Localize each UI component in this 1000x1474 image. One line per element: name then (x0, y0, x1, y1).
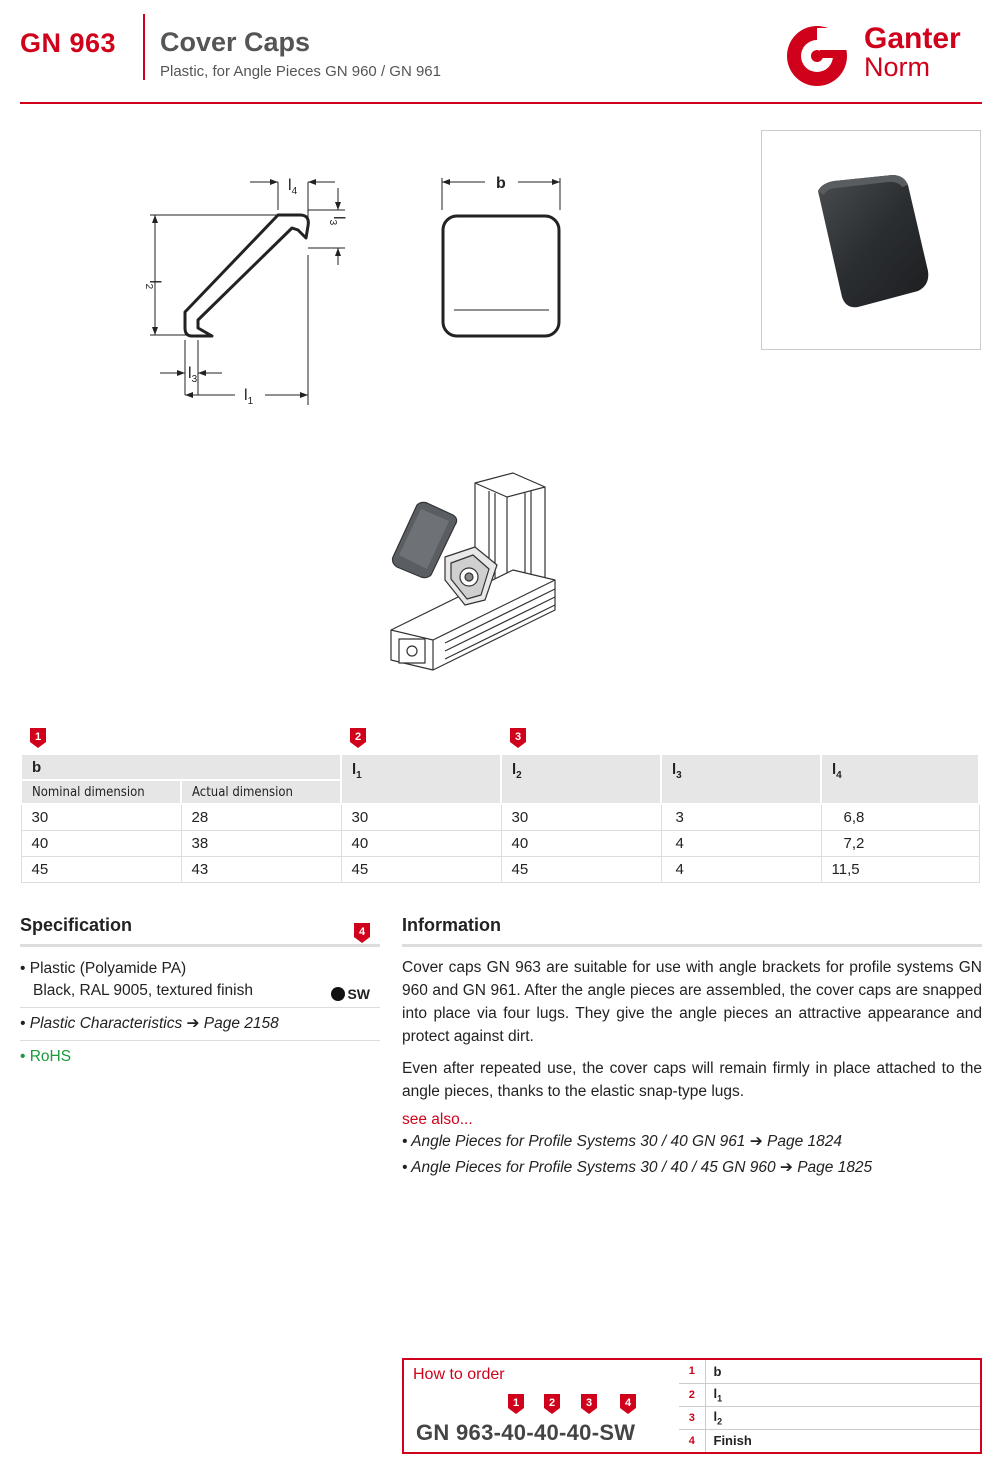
order-legend-row: 1 b (679, 1360, 980, 1383)
subheader-nominal: Nominal dimension (21, 780, 181, 804)
see-also-label: see also... (402, 1111, 473, 1128)
black-finish-icon (331, 987, 345, 1001)
badge-2 (350, 728, 366, 748)
header-l3: $l_3$ (661, 754, 821, 804)
info-paragraph-1: Cover caps GN 963 are suitable for use with angle brackets for profile systems GN 960 and GN 961. After the angle pieces are assembled, the cover caps are snapped into place via four lugs. They give the angle pieces an attractive appearance and protect against dirt. (402, 959, 982, 1045)
order-legend-table (679, 1360, 980, 1452)
badge-4 (354, 923, 370, 943)
svg-text:2: 2 (548, 1397, 556, 1409)
top-view-drawing (430, 170, 580, 350)
info-paragraph-2: Even after repeated use, the cover caps will remain firmly in place attached to the angle pieces, thanks to the elastic snap-type lugs. (402, 1060, 982, 1100)
see-also-link-gn960[interactable]: • Angle Pieces for Profile Systems 30 / 40 / 45 GN 960 ➔ Page 1825 (402, 1159, 873, 1176)
svg-text:4: 4 (358, 926, 366, 938)
header-l2: $l_2$ (501, 754, 661, 804)
svg-text:1: 1 (512, 1397, 520, 1409)
order-legend-row: 2 $l_1$ (679, 1383, 980, 1406)
order-badge-1 (508, 1394, 524, 1414)
ganter-norm-logo (782, 20, 982, 90)
spec-characteristics-link[interactable]: • Plastic Characteristics ➔ Page 2158 (20, 1008, 380, 1041)
header-b: b (21, 754, 341, 780)
order-legend-row: 3 $l_2$ (679, 1406, 980, 1429)
table-row: 40 38 40 40 4 7,2 (21, 830, 979, 856)
label-l4: $l_4$ (288, 177, 298, 197)
subheader-actual: Actual dimension (181, 780, 341, 804)
svg-text:3: 3 (514, 731, 522, 743)
product-code: GN 963 (20, 28, 117, 58)
label-l1: $l_1$ (244, 387, 254, 407)
spec-rohs: • RoHS (20, 1048, 72, 1065)
logo-text-norm: Norm (864, 52, 930, 82)
dimension-table (20, 753, 980, 883)
badge-1 (30, 728, 46, 748)
order-badge-4 (620, 1394, 636, 1414)
order-badge-2 (544, 1394, 560, 1414)
logo-g-icon (782, 20, 854, 90)
svg-text:4: 4 (624, 1397, 632, 1409)
side-profile-drawing (130, 160, 370, 410)
label-l3-right: $l_3$ (327, 216, 347, 226)
table-row: 30 28 30 30 3 6,8 (21, 804, 979, 830)
information-title: Information (402, 915, 982, 947)
table-row: 45 43 45 45 4 11,5 (21, 856, 979, 882)
svg-text:3: 3 (585, 1397, 593, 1409)
specification-section (20, 915, 380, 1073)
order-legend-row: 4 Finish (679, 1429, 980, 1452)
page-title: Cover Caps (160, 27, 311, 57)
order-code: GN 963-40-40-40-SW (416, 1420, 636, 1445)
specification-title: Specification (20, 915, 380, 947)
order-title: How to order (413, 1366, 505, 1383)
label-l3-bottom: $l_3$ (188, 365, 198, 385)
page-subtitle: Plastic, for Angle Pieces GN 960 / GN 961 (160, 63, 441, 80)
information-section (402, 915, 982, 1181)
spec-material: • Plastic (Polyamide PA) Black, RAL 9005, textured finish SW (20, 953, 380, 1008)
page-header (20, 12, 982, 104)
assembly-illustration (385, 465, 565, 690)
label-b: b (496, 175, 506, 192)
finish-badge: SW (331, 983, 370, 1005)
svg-text:2: 2 (354, 731, 362, 743)
see-also-link-gn961[interactable]: • Angle Pieces for Profile Systems 30 / 40 GN 961 ➔ Page 1824 (402, 1133, 843, 1150)
product-photo (761, 130, 981, 350)
logo-text-ganter: Ganter (864, 22, 961, 55)
header-l4: $l_4$ (821, 754, 979, 804)
badge-3 (510, 728, 526, 748)
header-l1: $l_1$ (341, 754, 501, 804)
svg-text:1: 1 (34, 731, 42, 743)
header-divider (143, 14, 145, 80)
order-badge-3 (581, 1394, 597, 1414)
how-to-order-box (402, 1358, 982, 1454)
label-l2: $l_2$ (143, 280, 163, 290)
